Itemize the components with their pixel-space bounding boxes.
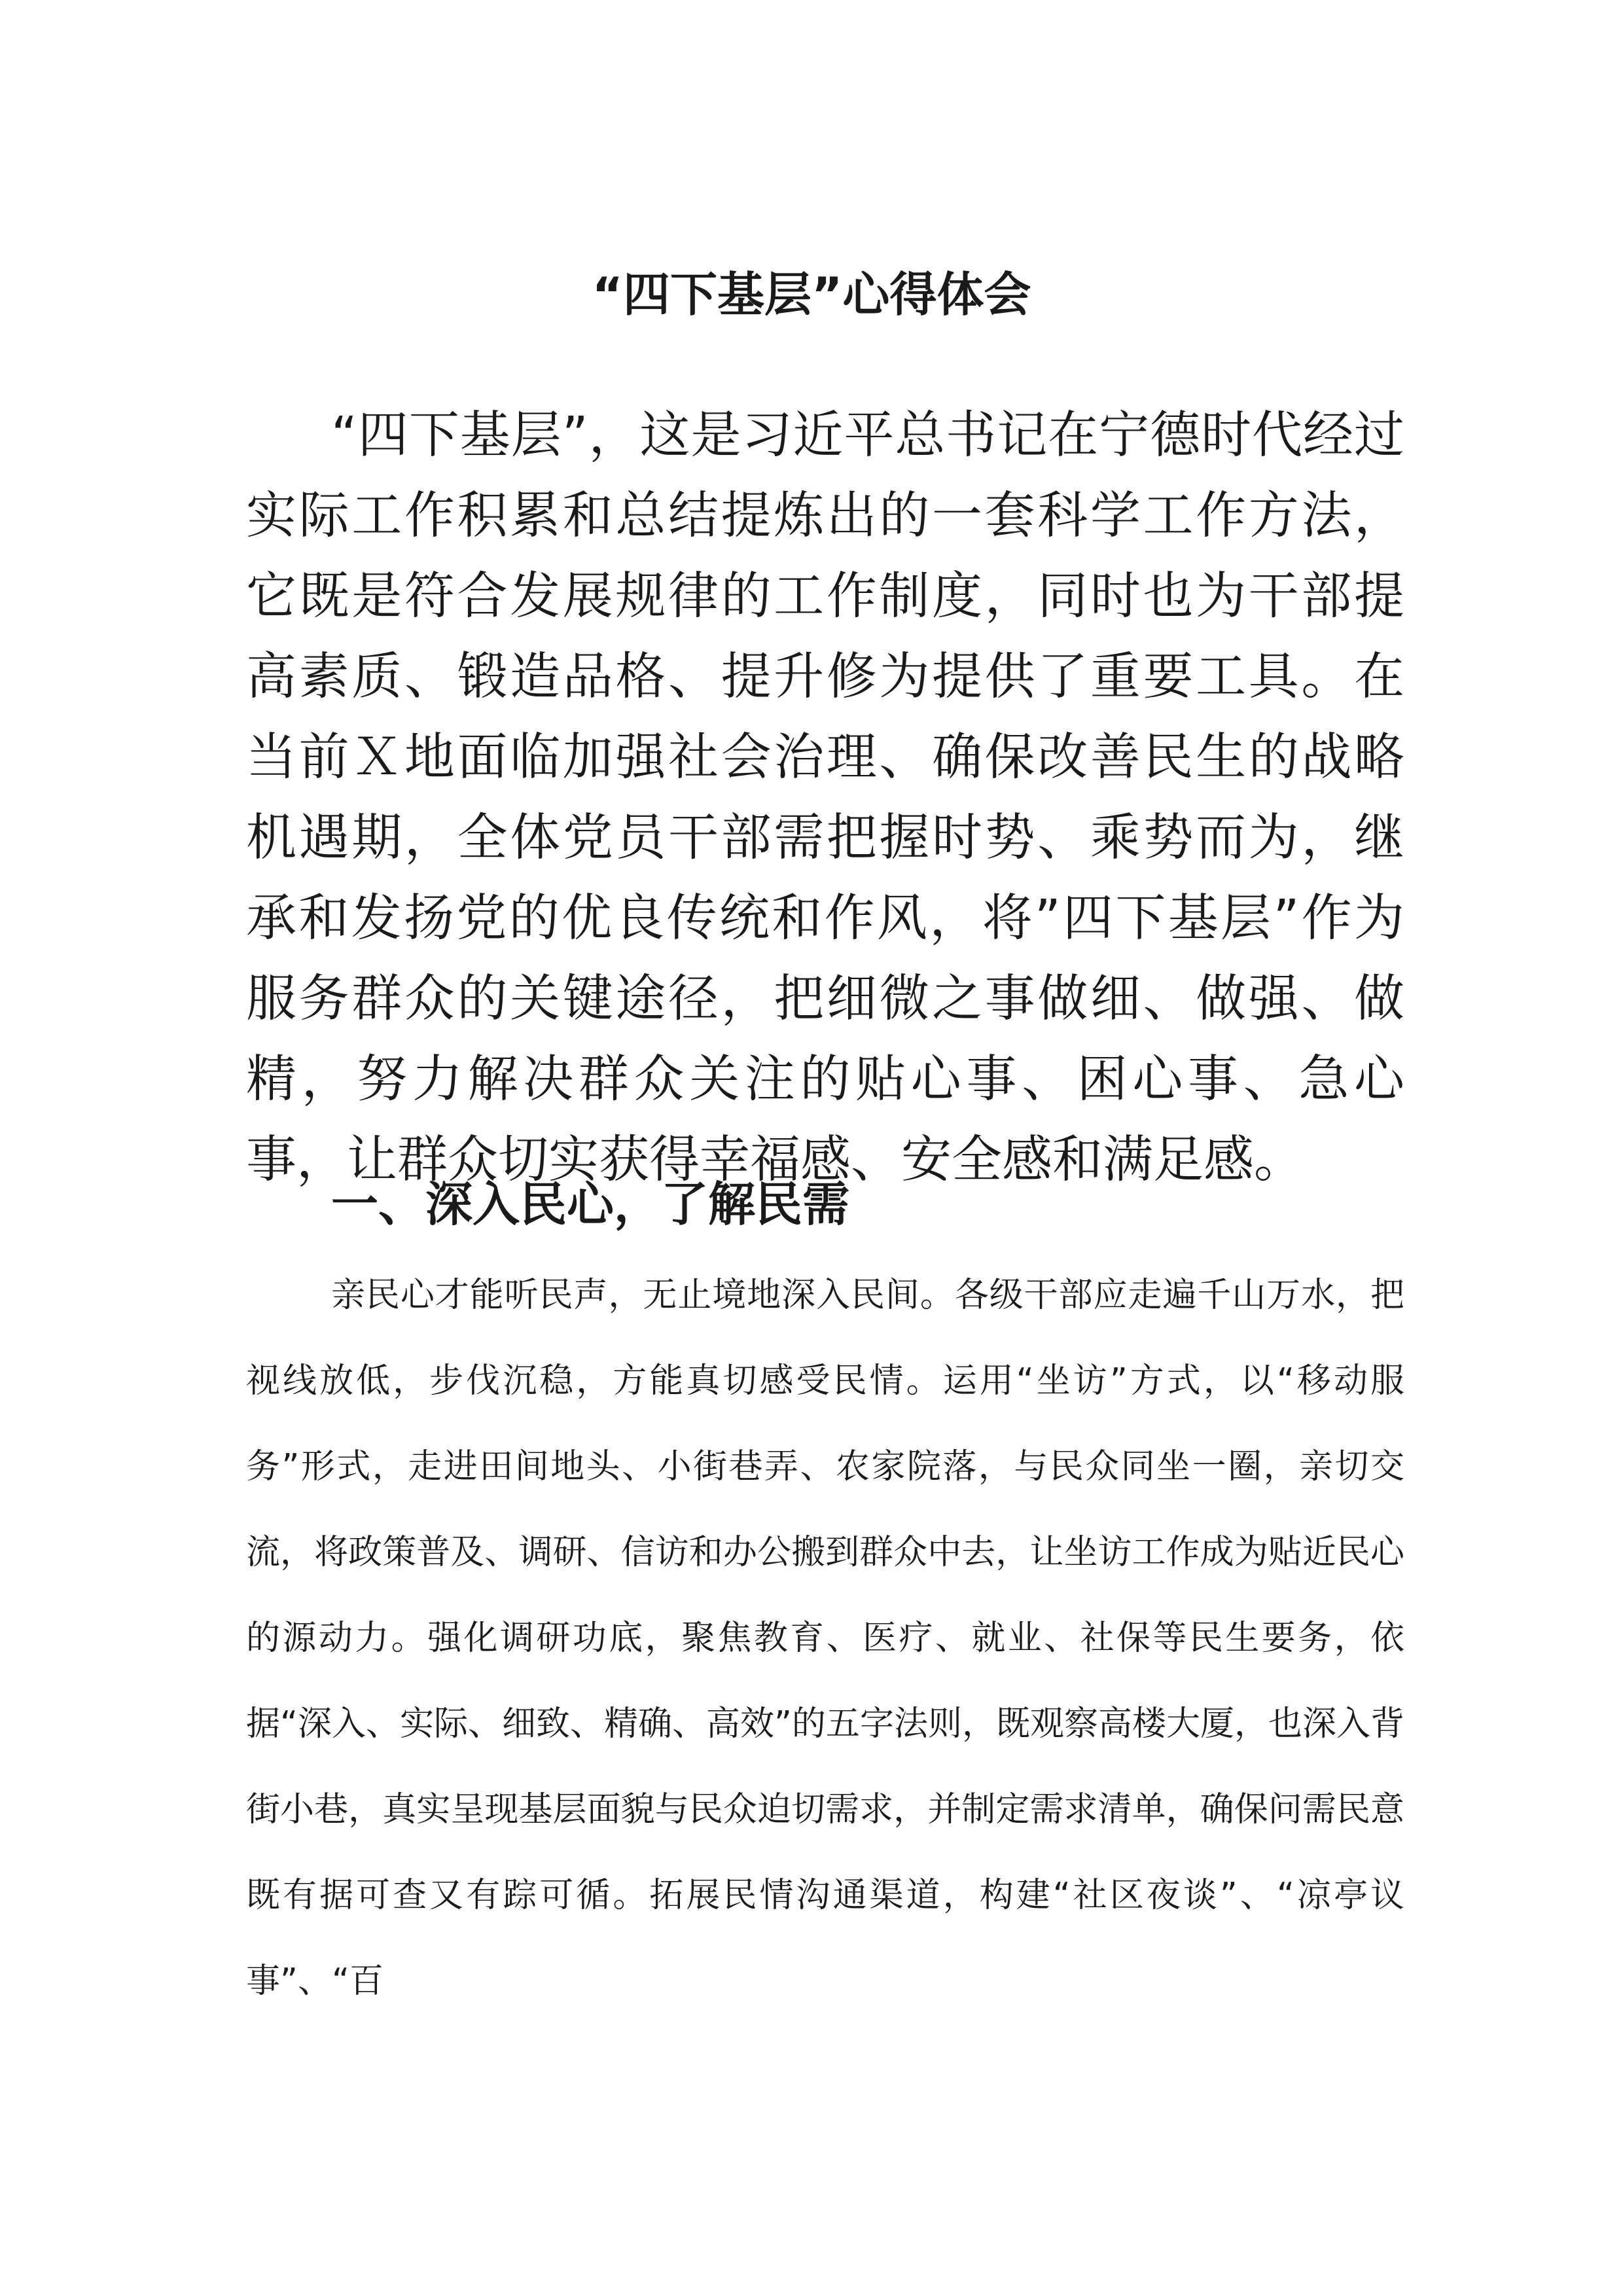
section-heading-1: 一、深入民心，了解民需	[331, 1177, 850, 1232]
section-1-paragraph: 亲民心才能听民声，无止境地深入民间。各级干部应走遍千山万水，把视线放低，步伐沉稳，方能真切感受民情。运用“坐访”方式，以“移动服务”形式，走进田间地头、小街巷弄、农家院落，与民众同坐一圈，亲切交流，将政策普及、调研、信访和办公搬到群众中去，让坐访工作成为贴近民心的源动力。强化调研功底，聚焦教育、医疗、就业、社保等民生要务，依据“深入、实际、细致、精确、高效”的五字法则，既观察高楼大厦，也深入背街小巷，真实呈现基层面貌与民众迫切需求，并制定需求清单，确保问需民意既有据可查又有踪可循。拓展民情沟通渠道，构建“社区夜谈”、“凉亭议事”、“百	[246, 1276, 1404, 2001]
document-title: “四下基层”心得体会	[592, 267, 1031, 322]
intro-paragraph: “四下基层”，这是习近平总书记在宁德时代经过实际工作积累和总结提炼出的一套科学工作方法，它既是符合发展规律的工作制度，同时也为干部提高素质、锻造品格、提升修为提供了重要工具。在当前Ｘ地面临加强社会治理、确保改善民生的战略机遇期，全体党员干部需把握时势、乘势而为，继承和发扬党的优良传统和作风，将”四下基层”作为服务群众的关键途径，把细微之事做细、做强、做精，努力解决群众关注的贴心事、困心事、急心事，让群众切实获得幸福感、安全感和满足感。	[246, 406, 1404, 1189]
